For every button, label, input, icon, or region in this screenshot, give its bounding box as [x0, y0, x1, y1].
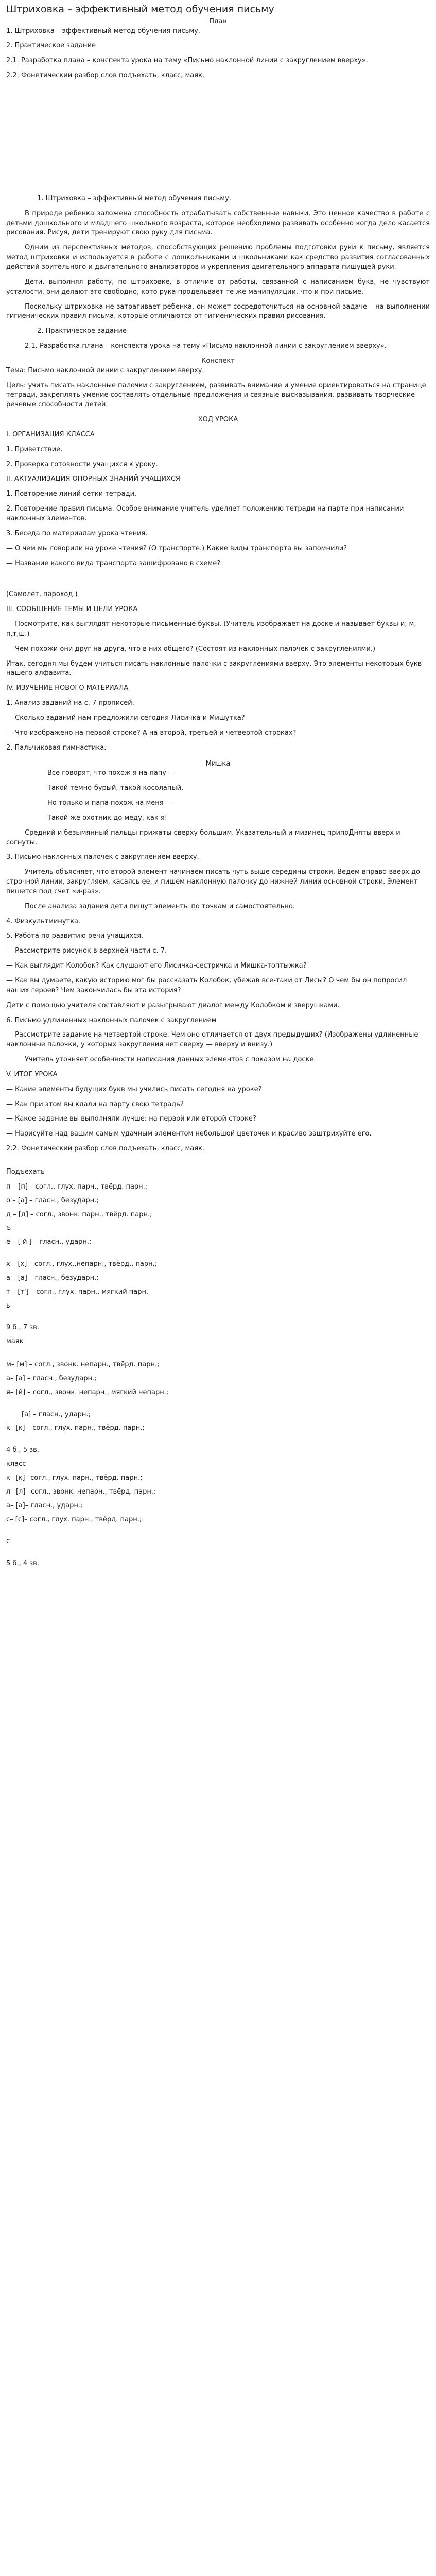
poem-title: Мишка	[205, 759, 231, 768]
lesson-line: — Нарисуйте над вашим самым удачным элементом небольшой цветочек и красиво заштрихуйте его.	[6, 1130, 372, 1138]
document-title: Штриховка – эффективный метод обучения письму	[6, 4, 274, 15]
phonetic-line: а– [а]– гласн., ударн.;	[6, 1501, 83, 1510]
lesson-goal: Цель: учить писать наклонные палочки с закруглением, развивать внимание и умение ориентироваться на странице тетради, закреплять умение составлять отдельные предложения и связные высказывания, развивать творческие речевые способности детей.	[6, 381, 426, 409]
lesson-line: — Чем похожи они друг на друга, что в них общего? (Состоят из наклонных палочек с закруглениями.)	[6, 645, 376, 653]
plan-item: 2. Практическое задание	[6, 42, 96, 50]
lesson-theme: Тема: Письмо наклонной линии с закруглением вверху.	[6, 366, 204, 375]
plan-item: 2.2. Фонетический разбор слов подъехать, класс, маяк.	[6, 72, 205, 80]
poem-line: Такой же охотник до меду, как я!	[47, 814, 167, 822]
phonetic-section	[6, 1167, 430, 1569]
lesson-line: — Как вы думаете, какую историю мог бы рассказать Колобок, убежав все-таки от Лисы? О чем бы он попросил наших героев? Чем закончилась бы эта история?	[6, 977, 407, 994]
lesson-line: — Что изображено на первой строке? А на второй, третьей и четвертой строках?	[6, 728, 297, 737]
lesson-part-2	[6, 590, 430, 753]
konspekt-heading: Конспект	[201, 357, 235, 365]
phonetic-line: я– [й] – согл., звонк. непарн., мягкий непарн.;	[6, 1388, 169, 1396]
lesson-line: 1. Приветствие.	[6, 445, 63, 453]
phonetic-line: а– [а] – гласн., безударн.;	[6, 1374, 97, 1382]
blank-space	[6, 1352, 430, 1360]
letter-sound-count: 5 б., 4 зв.	[6, 1560, 39, 1568]
lesson-section	[6, 415, 430, 1154]
blank-space	[6, 1529, 430, 1537]
phonetic-line: о – [а] – гласн., безударн.;	[6, 1196, 99, 1205]
phonetic-line: с– [с]– согл., глух. парн., твёрд. парн.;	[6, 1515, 142, 1523]
lesson-line: 3. Письмо наклонных палочек с закруглением вверху.	[6, 853, 199, 861]
lesson-line: — Какие элементы будущих букв мы учились писать сегодня на уроке?	[6, 1085, 262, 1093]
lesson-line: 1. Повторение линий сетки тетради.	[6, 490, 137, 498]
lesson-line: — Сколько заданий нам предложили сегодня Лисичка и Мишутка?	[6, 714, 245, 722]
blank-space	[6, 1159, 430, 1167]
lesson-line: Итак, сегодня мы будем учиться писать наклонные палочки с закруглениями вверху. Это элементы некоторых букв нашего алфавита.	[6, 659, 422, 677]
section-2	[6, 327, 430, 410]
phonetic-line: м– [м] – согл., звонк. непарн., твёрд. парн.;	[6, 1361, 160, 1369]
phonetic-line: х – [х] – согл., глух.,непарн., твёрд., парн.;	[6, 1260, 158, 1268]
phonetic-line: п – [п] – согл., глух. парн., твёрд. парн.;	[6, 1182, 148, 1191]
lesson-part-1	[6, 430, 430, 568]
plan-section	[6, 17, 430, 81]
poem-line: Но только и папа похож на меня —	[47, 799, 172, 807]
poem	[6, 769, 430, 823]
lesson-line: После анализа задания дети пишут элементы по точкам и самостоятельно.	[25, 902, 295, 910]
lesson-heading: ХОД УРОКА	[198, 416, 238, 424]
word-title: Подъехать	[6, 1167, 45, 1176]
word-title: класс	[6, 1460, 26, 1468]
poem-line: Все говорят, что похож я на папу —	[47, 769, 176, 777]
phonetic-line: а – [а] – гласн., безударн.;	[6, 1274, 99, 1282]
section-1	[6, 194, 430, 321]
lesson-line: — Рассмотрите рисунок в верхней части с. 7.	[6, 947, 167, 955]
section-1-heading: 1. Штриховка – эффективный метод обучения письму.	[37, 194, 231, 202]
lesson-line: Учитель объясняет, что второй элемент начинаем писать чуть выше середины строки. Ведем вправо-вверх до строчной линии, закругляем, касаясь ее, и пишем наклонную палочку до нижней линии основной строки. Элемент пишется под счет «и-раз».	[6, 868, 420, 895]
lesson-line: 4. Физкультминутка.	[6, 917, 81, 925]
plan-item: 1. Штриховка – эффективный метод обучения письму.	[6, 27, 200, 35]
paragraph: Дети, выполняя работу, по штриховке, в отличие от работы, связанной с написанием букв, не чувствуют усталости, они делают это свободно, кото рука продельвает те же манипуляции, что и при письме.	[6, 278, 430, 296]
lesson-line: (Самолет, пароход.)	[6, 590, 78, 599]
blank-space	[6, 86, 430, 194]
poem-line: Такой темно-бурый, такой косолапый.	[47, 784, 184, 792]
lesson-line: — Название какого вида транспорта зашифровано в схеме?	[6, 559, 221, 567]
lesson-line: 5. Работа по развитию речи учащихся.	[6, 932, 144, 940]
plan-heading: План	[209, 17, 227, 25]
lesson-line: 3. Беседа по материалам урока чтения.	[6, 529, 148, 537]
lesson-line: — Посмотрите, как выглядят некоторые письменные буквы. (Учитель изображает на доске и называет буквы и, м, п,т,ш.)	[6, 620, 416, 638]
phonetic-line: е – [ й ] – гласн., ударн.;	[6, 1238, 92, 1246]
phonetic-line: т – [т'] – согл., глух. парн., мягкий парн.	[6, 1287, 149, 1296]
lesson-line: — Какое задание вы выполняли лучше: на первой или второй строке?	[6, 1115, 256, 1123]
section-2-heading: 2. Практическое задание	[37, 327, 127, 335]
phonetic-line: к– [к]– согл., глух. парн., твёрд. парн.;	[6, 1474, 143, 1482]
phonetic-line: [а] – гласн., ударн.;	[22, 1410, 91, 1418]
blank-space	[6, 1315, 430, 1323]
lesson-line: III. СООБЩЕНИЕ ТЕМЫ И ЦЕЛИ УРОКА	[6, 605, 138, 614]
phonetic-line: к– [к] – согл., глух. парн., твёрд. парн.;	[6, 1424, 145, 1432]
paragraph: Одним из перспективных методов, способствующих решению проблемы подготовки руки к письму, является метод штриховки и используется в работе с дошкольниками и школьниками как средство развития согласованных действий зрительного и двигательного анализаторов и укрепления двигательного аппарата пишущей руки.	[6, 244, 430, 271]
paragraph: Поскольку штриховка не затрагивает ребенка, он может сосредоточиться на основной задаче – на выполнении гигиенических правил письма, которые отличаются от гигиенических правил рисования.	[6, 302, 430, 320]
lesson-line: I. ОРГАНИЗАЦИЯ КЛАССА	[6, 430, 95, 438]
lesson-line: 6. Письмо удлиненных наклонных палочек с закруглением	[6, 1016, 217, 1024]
letter-sound-count: 9 б., 7 зв.	[6, 1324, 39, 1332]
lesson-line: — О чем мы говорили на уроке чтения? (О транспорте.) Какие виды транспорта вы запомнили?	[6, 544, 347, 552]
phonetic-line: ъ –	[6, 1224, 16, 1232]
phonetic-line: д – [д] – согл., звонк. парн., твёрд. парн.;	[6, 1210, 152, 1218]
lesson-line: — Как при этом вы клали на парту свою тетрадь?	[6, 1100, 184, 1108]
plan-item: 2.1. Разработка плана – конспекта урока на тему «Письмо наклонной линии с закруглением вверху».	[6, 57, 368, 65]
lesson-line: 2. Проверка готовности учащихся к уроку.	[6, 460, 158, 468]
lesson-line: IV. ИЗУЧЕНИЕ НОВОГО МАТЕРИАЛА	[6, 684, 129, 692]
section-2-sub: 2.1. Разработка плана – конспекта урока на тему «Письмо наклонной линии с закруглением вверху».	[25, 342, 387, 350]
lesson-line: 2. Повторение правил письма. Особое внимание учитель уделяет положению тетради на парте при написании наклонных элементов.	[6, 505, 404, 522]
lesson-part-3	[6, 828, 430, 1154]
lesson-line: 1. Анализ заданий на с. 7 прописей.	[6, 699, 134, 707]
lesson-line: 2. Пальчиковая гимнастика.	[6, 743, 107, 752]
lesson-line: Учитель уточняет особенности написания данных элементов с показом на доске.	[25, 1056, 316, 1064]
phonetic-line: с	[6, 1537, 10, 1546]
phonetic-line: л– [л]– согл., звонк. непарн., твёрд. парн.;	[6, 1487, 156, 1496]
blank-space	[6, 1551, 430, 1559]
lesson-line: Средний и безымянный пальцы прижаты сверху большим. Указательный и мизинец припоДняты вверх и согнуты.	[6, 828, 400, 846]
phonetic-line: ь –	[6, 1301, 16, 1310]
lesson-line: — Рассмотрите задание на четвертой строке. Чем оно отличается от двух предыдущих? (Изображены удлиненные наклонные палочки, у которых закругления нет сверху — вверху и внизу.)	[6, 1031, 418, 1049]
blank-space	[6, 1251, 430, 1260]
blank-space	[6, 574, 430, 590]
blank-space	[6, 1402, 430, 1410]
lesson-line: V. ИТОГ УРОКА	[6, 1070, 58, 1078]
paragraph: В природе ребенка заложена способность отрабатывать собственные навыки. Это ценное качество в работе с детьми дошкольного и младшего школьного возраста, которое необходимо развивать особенно когда дело касается рисования. Рисуя, дети тренируют свою руку для письма.	[6, 209, 430, 237]
word-title: маяк	[6, 1337, 24, 1346]
blank-space	[6, 1437, 430, 1446]
lesson-line: II. АКТУАЛИЗАЦИЯ ОПОРНЫХ ЗНАНИЙ УЧАЩИХСЯ	[6, 475, 180, 483]
lesson-line: — Как выглядит Колобок? Как слушают его Лисичка-сестричка и Мишка-топтыжка?	[6, 962, 307, 970]
lesson-line: 2.2. Фонетический разбор слов подъехать, класс, маяк.	[6, 1145, 205, 1153]
letter-sound-count: 4 б., 5 зв.	[6, 1446, 39, 1454]
lesson-line: Дети с помощью учителя составляют и разыгрывают диалог между Колобком и зверушками.	[6, 1001, 340, 1009]
